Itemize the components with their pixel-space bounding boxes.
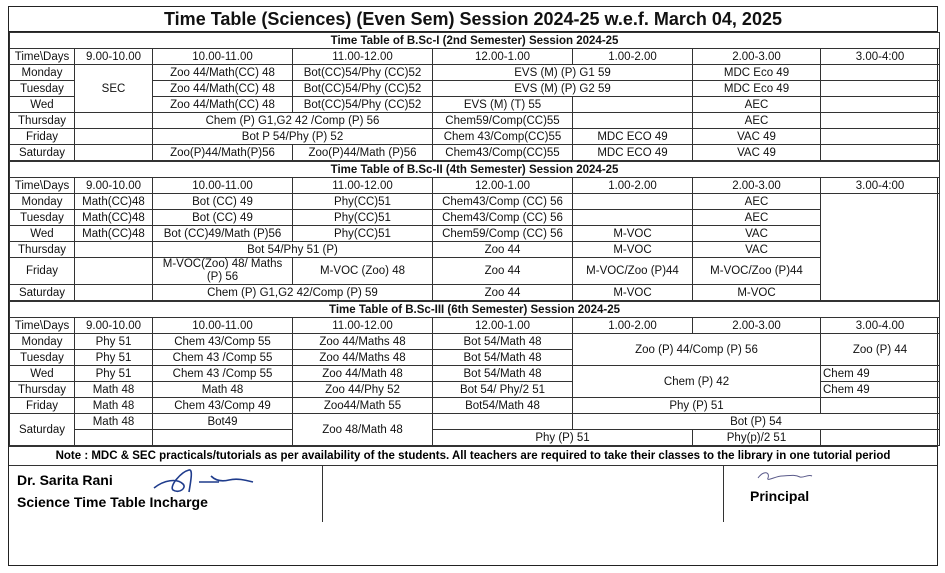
class-cell: EVS (M) (P) G2 59: [433, 81, 693, 97]
class-cell: Chem59/Comp (CC) 56: [433, 226, 573, 242]
class-cell: VAC: [693, 226, 821, 242]
incharge-signature-block: [9, 466, 323, 522]
sem4-header-row: [10, 178, 940, 194]
class-cell: M-VOC/Zoo (P)44: [573, 258, 693, 285]
class-cell: Chem 43 /Comp 55: [153, 366, 293, 382]
header-cell: 3.00-4:00: [821, 178, 940, 194]
header-cell: 2.00-3.00: [693, 318, 821, 334]
header-cell: 12.00-1.00: [433, 178, 573, 194]
table-row: [10, 113, 940, 129]
class-cell: Bot (CC) 49: [153, 194, 293, 210]
handwritten-signature-icon: [149, 466, 259, 500]
timetable-sheet: [8, 6, 938, 566]
class-cell: VAC 49: [693, 145, 821, 161]
class-cell: Zoo 44/Phy 52: [293, 382, 433, 398]
empty-cell: [75, 113, 153, 129]
sem4-title-row: [10, 162, 940, 178]
middle-blank: [323, 466, 724, 522]
header-cell: 11.00-12.00: [293, 318, 433, 334]
header-cell: 3.00-4.00: [821, 318, 940, 334]
day-cell: Wed: [10, 97, 75, 113]
class-cell: Chem (P) G1,G2 42 /Comp (P) 56: [153, 113, 433, 129]
class-cell: MDC Eco 49: [693, 81, 821, 97]
day-cell: Wed: [10, 226, 75, 242]
class-cell: M-VOC: [573, 226, 693, 242]
class-cell: M-VOC/Zoo (P)44: [693, 258, 821, 285]
table-row: [10, 414, 940, 430]
table-row: [10, 242, 940, 258]
day-cell: Monday: [10, 65, 75, 81]
class-cell: Bot(CC)54/Phy (CC)52: [293, 65, 433, 81]
header-cell: Time\Days: [10, 178, 75, 194]
class-cell: Phy (P) 51: [573, 398, 821, 414]
class-cell: Phy(CC)51: [293, 226, 433, 242]
class-cell: MDC ECO 49: [573, 129, 693, 145]
empty-cell: [75, 285, 153, 301]
class-cell: Chem 43/Comp 55: [153, 334, 293, 350]
class-cell: Bot(CC)54/Phy (CC)52: [293, 97, 433, 113]
class-cell: Chem 49: [821, 382, 940, 398]
empty-cell: [75, 145, 153, 161]
class-cell: Bot54/Math 48: [433, 398, 573, 414]
sec-cell: SEC: [75, 65, 153, 113]
empty-cell: [821, 129, 940, 145]
class-cell: Math 48: [75, 398, 153, 414]
footnote: Note : MDC & SEC practicals/tutorials as per availability of the students. All teachers are required to take their classes to the library in one tutorial period: [9, 446, 937, 466]
table-row: [10, 226, 940, 242]
table-row: [10, 430, 940, 446]
class-cell: Math(CC)48: [75, 226, 153, 242]
header-cell: 1.00-2.00: [573, 318, 693, 334]
day-cell: Thursday: [10, 382, 75, 398]
principal-signature-block: [724, 466, 937, 522]
class-cell: Phy 51: [75, 350, 153, 366]
class-cell: Bot 54/Math 48: [433, 366, 573, 382]
class-cell: Phy(p)/2 51: [693, 430, 821, 446]
class-cell: Bot 54/ Phy/2 51: [433, 382, 573, 398]
day-cell: Tuesday: [10, 210, 75, 226]
incharge-name: Dr. Sarita Rani: [17, 472, 113, 488]
class-cell: AEC: [693, 210, 821, 226]
class-cell: M-VOC: [573, 242, 693, 258]
table-row: [10, 334, 940, 350]
header-cell: 11.00-12.00: [293, 49, 433, 65]
empty-cell: [75, 258, 153, 285]
class-cell: VAC 49: [693, 129, 821, 145]
header-cell: 1.00-2.00: [573, 178, 693, 194]
empty-cell: [821, 145, 940, 161]
day-cell: Tuesday: [10, 350, 75, 366]
signature-footer: [9, 466, 937, 522]
class-cell: Phy 51: [75, 334, 153, 350]
sem4-table: [9, 161, 940, 301]
class-cell: Zoo 48/Math 48: [293, 414, 433, 446]
header-cell: 10.00-11.00: [153, 178, 293, 194]
class-cell: AEC: [693, 113, 821, 129]
class-cell: Zoo (P) 44/Comp (P) 56: [573, 334, 821, 366]
day-cell: Saturday: [10, 414, 75, 446]
class-cell: Bot P 54/Phy (P) 52: [153, 129, 433, 145]
class-cell: Zoo 44/Maths 48: [293, 334, 433, 350]
sem2-table: [9, 32, 940, 161]
table-row: [10, 210, 940, 226]
empty-cell: [821, 430, 940, 446]
day-cell: Monday: [10, 194, 75, 210]
class-cell: Chem 43/Comp 49: [153, 398, 293, 414]
header-cell: 9.00-10.00: [75, 318, 153, 334]
class-cell: Zoo 44/Math(CC) 48: [153, 81, 293, 97]
class-cell: Phy (P) 51: [433, 430, 693, 446]
class-cell: M-VOC: [573, 285, 693, 301]
class-cell: Chem59/Comp(CC)55: [433, 113, 573, 129]
header-cell: 2.00-3.00: [693, 178, 821, 194]
class-cell: Chem43/Comp (CC) 56: [433, 194, 573, 210]
table-row: [10, 145, 940, 161]
empty-cell: [821, 113, 940, 129]
class-cell: Math 48: [153, 382, 293, 398]
class-cell: Zoo(P)44/Math(P)56: [153, 145, 293, 161]
class-cell: Math 48: [75, 382, 153, 398]
class-cell: Math 48: [75, 414, 153, 430]
day-cell: Friday: [10, 258, 75, 285]
empty-cell: [75, 430, 153, 446]
class-cell: Zoo 44/Math 48: [293, 366, 433, 382]
class-cell: MDC Eco 49: [693, 65, 821, 81]
class-cell: Chem43/Comp (CC) 56: [433, 210, 573, 226]
class-cell: Zoo 44: [433, 242, 573, 258]
header-cell: 9.00-10.00: [75, 49, 153, 65]
day-cell: Thursday: [10, 113, 75, 129]
class-cell: Bot 54/Math 48: [433, 350, 573, 366]
empty-cell: [573, 194, 693, 210]
header-cell: Time\Days: [10, 49, 75, 65]
class-cell: Zoo 44/Math(CC) 48: [153, 65, 293, 81]
class-cell: EVS (M) (P) G1 59: [433, 65, 693, 81]
day-cell: Tuesday: [10, 81, 75, 97]
class-cell: Bot (P) 54: [573, 414, 940, 430]
sem4-title: Time Table of B.Sc-II (4th Semester) Session 2024-25: [10, 162, 940, 178]
empty-cell: [573, 113, 693, 129]
sem2-title: Time Table of B.Sc-I (2nd Semester) Session 2024-25: [10, 33, 940, 49]
day-cell: Friday: [10, 398, 75, 414]
class-cell: Chem (P) 42: [573, 366, 821, 398]
class-cell: Bot(CC)54/Phy (CC)52: [293, 81, 433, 97]
header-cell: 12.00-1.00: [433, 318, 573, 334]
day-cell: Friday: [10, 129, 75, 145]
class-cell: Bot 54/Math 48: [433, 334, 573, 350]
header-cell: 3.00-4:00: [821, 49, 940, 65]
empty-cell: [821, 97, 940, 113]
class-cell: Phy(CC)51: [293, 210, 433, 226]
header-cell: Time\Days: [10, 318, 75, 334]
class-cell: Chem (P) G1,G2 42/Comp (P) 59: [153, 285, 433, 301]
empty-cell: [153, 430, 293, 446]
class-cell: Bot (CC)49/Math (P)56: [153, 226, 293, 242]
class-cell: Phy 51: [75, 366, 153, 382]
sem6-title: Time Table of B.Sc-III (6th Semester) Session 2024-25: [10, 302, 940, 318]
class-cell: EVS (M) (T) 55: [433, 97, 573, 113]
class-cell: MDC ECO 49: [573, 145, 693, 161]
empty-cell: [433, 414, 573, 430]
empty-cell: [821, 194, 940, 301]
incharge-role: Science Time Table Incharge: [17, 494, 208, 510]
class-cell: VAC: [693, 242, 821, 258]
class-cell: Zoo 44/Maths 48: [293, 350, 433, 366]
principal-label: Principal: [750, 488, 810, 504]
class-cell: Zoo(P)44/Math (P)56: [293, 145, 433, 161]
day-cell: Thursday: [10, 242, 75, 258]
class-cell: Zoo (P) 44: [821, 334, 940, 366]
sem2-header-row: [10, 49, 940, 65]
class-cell: Math(CC)48: [75, 194, 153, 210]
class-cell: Math(CC)48: [75, 210, 153, 226]
empty-cell: [573, 210, 693, 226]
class-cell: Chem43/Comp(CC)55: [433, 145, 573, 161]
class-cell: Chem 43 /Comp 55: [153, 350, 293, 366]
class-cell: Zoo 44: [433, 285, 573, 301]
class-cell: AEC: [693, 97, 821, 113]
table-row: [10, 194, 940, 210]
header-cell: 10.00-11.00: [153, 318, 293, 334]
class-cell: Phy(CC)51: [293, 194, 433, 210]
table-row: [10, 65, 940, 81]
principal-signature-icon: [754, 468, 814, 484]
class-cell: M-VOC(Zoo) 48/ Maths (P) 56: [153, 258, 293, 285]
day-cell: Wed: [10, 366, 75, 382]
class-cell: Bot49: [153, 414, 293, 430]
class-cell: Zoo44/Math 55: [293, 398, 433, 414]
header-cell: 1.00-2.00: [573, 49, 693, 65]
class-cell: Bot (CC) 49: [153, 210, 293, 226]
class-cell: M-VOC: [693, 285, 821, 301]
class-cell: Chem 49: [821, 366, 940, 382]
sem6-header-row: [10, 318, 940, 334]
table-row: [10, 366, 940, 382]
sem6-title-row: [10, 302, 940, 318]
empty-cell: [821, 81, 940, 97]
class-cell: AEC: [693, 194, 821, 210]
class-cell: Bot 54/Phy 51 (P): [153, 242, 433, 258]
sem6-table: [9, 301, 940, 446]
empty-cell: [821, 65, 940, 81]
class-cell: M-VOC (Zoo) 48: [293, 258, 433, 285]
page-title: Time Table (Sciences) (Even Sem) Session 2024-25 w.e.f. March 04, 2025: [9, 7, 937, 32]
empty-cell: [821, 398, 940, 414]
sem2-title-row: [10, 33, 940, 49]
empty-cell: [573, 97, 693, 113]
class-cell: Chem 43/Comp(CC)55: [433, 129, 573, 145]
class-cell: Zoo 44/Math(CC) 48: [153, 97, 293, 113]
header-cell: 10.00-11.00: [153, 49, 293, 65]
day-cell: Monday: [10, 334, 75, 350]
table-row: [10, 258, 940, 285]
header-cell: 12.00-1.00: [433, 49, 573, 65]
table-row: [10, 398, 940, 414]
class-cell: Zoo 44: [433, 258, 573, 285]
day-cell: Saturday: [10, 285, 75, 301]
table-row: [10, 129, 940, 145]
header-cell: 2.00-3.00: [693, 49, 821, 65]
header-cell: 9.00-10.00: [75, 178, 153, 194]
day-cell: Saturday: [10, 145, 75, 161]
header-cell: 11.00-12.00: [293, 178, 433, 194]
table-row: [10, 285, 940, 301]
empty-cell: [75, 129, 153, 145]
empty-cell: [75, 242, 153, 258]
